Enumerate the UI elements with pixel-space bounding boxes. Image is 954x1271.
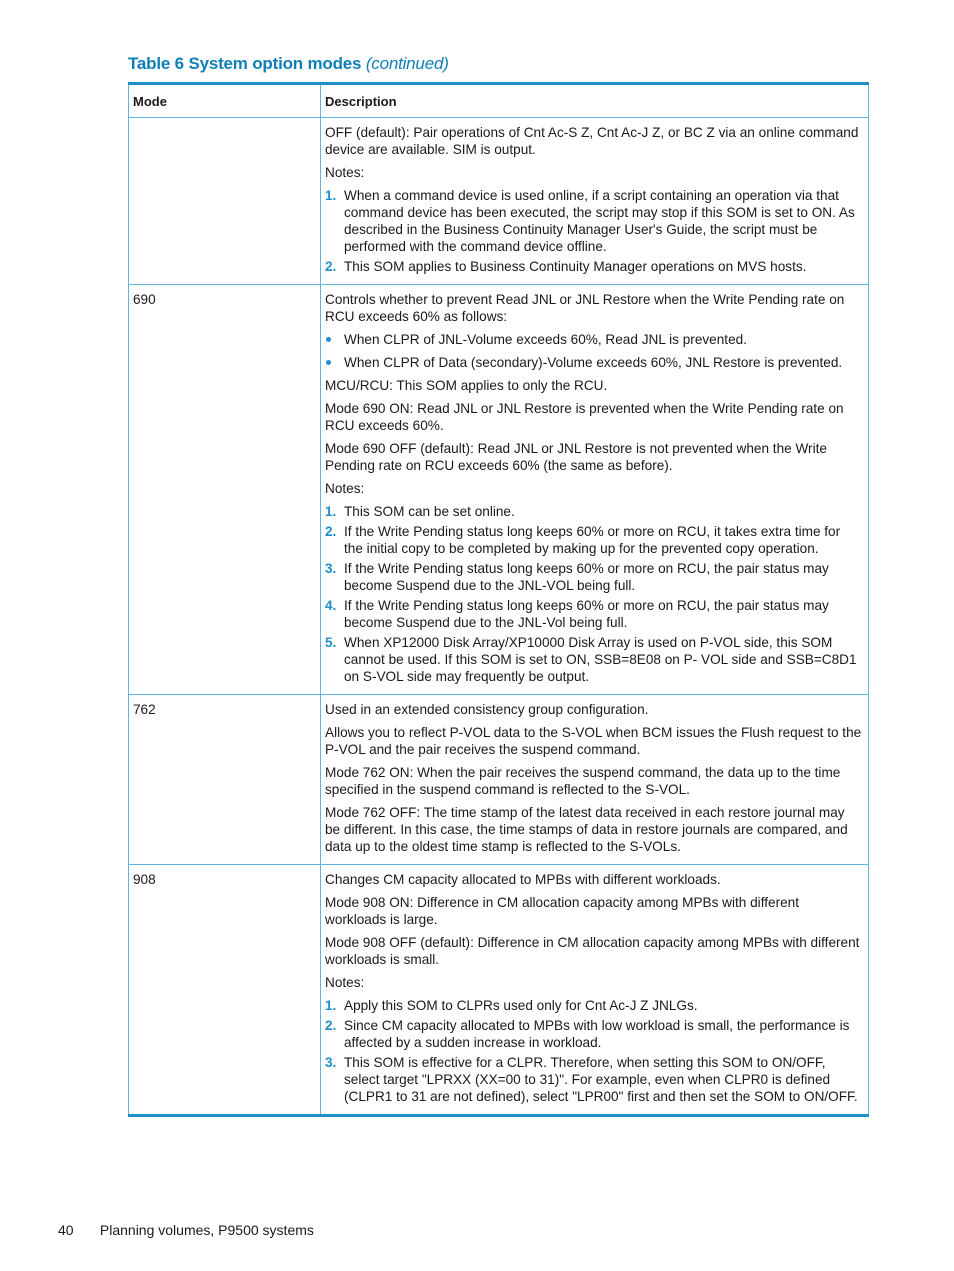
table-header-row — [129, 84, 869, 118]
note-item — [325, 597, 862, 631]
bullet-item: When CLPR of JNL-Volume exceeds 60%, Read JNL is prevented. — [325, 331, 862, 348]
note-item — [325, 523, 862, 557]
note-text: Since CM capacity allocated to MPBs with low workload is small, the performance is affected by a sudden increase in workload. — [344, 1018, 850, 1050]
table-caption-continued: (continued) — [365, 54, 449, 73]
note-item — [325, 258, 862, 275]
description-paragraph: Mode 762 ON: When the pair receives the suspend command, the data up to the time specified in the suspend command is reflected to the S-VOL. — [325, 765, 841, 797]
description-cell — [321, 695, 869, 865]
notes-list — [325, 997, 862, 1105]
note-text: This SOM can be set online. — [344, 504, 515, 519]
description-cell — [321, 865, 869, 1116]
description-paragraph: Controls whether to prevent Read JNL or JNL Restore when the Write Pending rate on RCU exceeds 60% as follows: — [325, 292, 845, 324]
notes-heading: Notes: — [325, 975, 365, 990]
page-number: 40 — [58, 1222, 74, 1238]
note-item — [325, 997, 862, 1014]
note-item — [325, 560, 862, 594]
mode-cell: 908 — [129, 865, 321, 1116]
table-caption-title: Table 6 System option modes — [128, 54, 362, 73]
notes-heading: Notes: — [325, 165, 365, 180]
note-text: If the Write Pending status long keeps 60% or more on RCU, the pair status may become Suspend due to the JNL-Vol being full. — [344, 598, 829, 630]
description-paragraph: Mode 762 OFF: The time stamp of the latest data received in each restore journal may be different. In this case, the time stamps of data in restore journals are compared, and data up to the oldest time stamp is reflected to the S-VOLs. — [325, 805, 848, 854]
note-text: When a command device is used online, if a script containing an operation via that command device has been executed, the script may stop if this SOM is set to ON. As described in the Business Continuity Manager User's Guide, the script must be performed with the command device offline. — [344, 188, 855, 254]
notes-list — [325, 187, 862, 275]
description-cell — [321, 285, 869, 695]
note-number: 5. — [325, 635, 337, 650]
note-text: This SOM applies to Business Continuity Manager operations on MVS hosts. — [344, 259, 807, 274]
footer-section-title: Planning volumes, P9500 systems — [99, 1222, 314, 1238]
mode-cell — [129, 118, 321, 285]
note-text: If the Write Pending status long keeps 60% or more on RCU, the pair status may become Suspend due to the JNL-VOL being full. — [344, 561, 829, 593]
description-paragraph: Mode 908 ON: Difference in CM allocation capacity among MPBs with different workloads is large. — [325, 895, 799, 927]
note-number: 1. — [325, 998, 337, 1013]
table-row — [129, 285, 869, 695]
note-text: This SOM is effective for a CLPR. Therefore, when setting this SOM to ON/OFF, select target "LPRXX (XX=00 to 31)". For example, even when CLPR0 is defined (CLPR1 to 31 are not defined), select "LPR00" first and then set the SOM to ON/OFF. — [344, 1055, 858, 1104]
description-paragraph: Mode 690 ON: Read JNL or JNL Restore is prevented when the Write Pending rate on RCU exceeds 60%. — [325, 401, 844, 433]
note-number: 3. — [325, 561, 337, 576]
table-row — [129, 865, 869, 1116]
system-option-modes-table — [128, 82, 869, 1117]
table-caption — [128, 54, 449, 74]
note-number: 2. — [325, 524, 337, 539]
header-description: Description — [321, 84, 869, 118]
note-item — [325, 187, 862, 255]
bullet-item: When CLPR of Data (secondary)-Volume exceeds 60%, JNL Restore is prevented. — [325, 354, 862, 371]
notes-heading: Notes: — [325, 481, 365, 496]
description-paragraph: Changes CM capacity allocated to MPBs with different workloads. — [325, 872, 721, 887]
note-number: 2. — [325, 259, 337, 274]
page-footer — [58, 1222, 314, 1238]
description-paragraph: MCU/RCU: This SOM applies to only the RCU. — [325, 378, 608, 393]
mode-cell: 762 — [129, 695, 321, 865]
note-text: If the Write Pending status long keeps 60% or more on RCU, it takes extra time for the initial copy to be completed by making up for the prevented copy operation. — [344, 524, 841, 556]
note-number: 4. — [325, 598, 337, 613]
note-number: 3. — [325, 1055, 337, 1070]
description-paragraph: Mode 690 OFF (default): Read JNL or JNL Restore is not prevented when the Write Pending rate on RCU exceeds 60% (the same as before). — [325, 441, 827, 473]
note-item — [325, 503, 862, 520]
note-text: Apply this SOM to CLPRs used only for Cnt Ac-J Z JNLGs. — [344, 998, 698, 1013]
description-paragraph: Mode 908 OFF (default): Difference in CM allocation capacity among MPBs with different workloads is small. — [325, 935, 860, 967]
note-item — [325, 1017, 862, 1051]
table-row — [129, 118, 869, 285]
note-number: 2. — [325, 1018, 337, 1033]
bullet-list — [325, 331, 862, 371]
header-mode: Mode — [129, 84, 321, 118]
note-item — [325, 634, 862, 685]
mode-cell: 690 — [129, 285, 321, 695]
description-cell — [321, 118, 869, 285]
note-number: 1. — [325, 504, 337, 519]
description-paragraph: OFF (default): Pair operations of Cnt Ac-S Z, Cnt Ac-J Z, or BC Z via an online command device are available. SIM is output. — [325, 125, 859, 157]
description-paragraph: Used in an extended consistency group configuration. — [325, 702, 649, 717]
description-paragraph: Allows you to reflect P-VOL data to the S-VOL when BCM issues the Flush request to the P-VOL and the pair receives the suspend command. — [325, 725, 862, 757]
notes-list — [325, 503, 862, 685]
note-number: 1. — [325, 188, 337, 203]
note-item — [325, 1054, 862, 1105]
table-row — [129, 695, 869, 865]
note-text: When XP12000 Disk Array/XP10000 Disk Array is used on P-VOL side, this SOM cannot be used. If this SOM is set to ON, SSB=8E08 on P- VOL side and SSB=C8D1 on S-VOL side may frequently be output. — [344, 635, 857, 684]
